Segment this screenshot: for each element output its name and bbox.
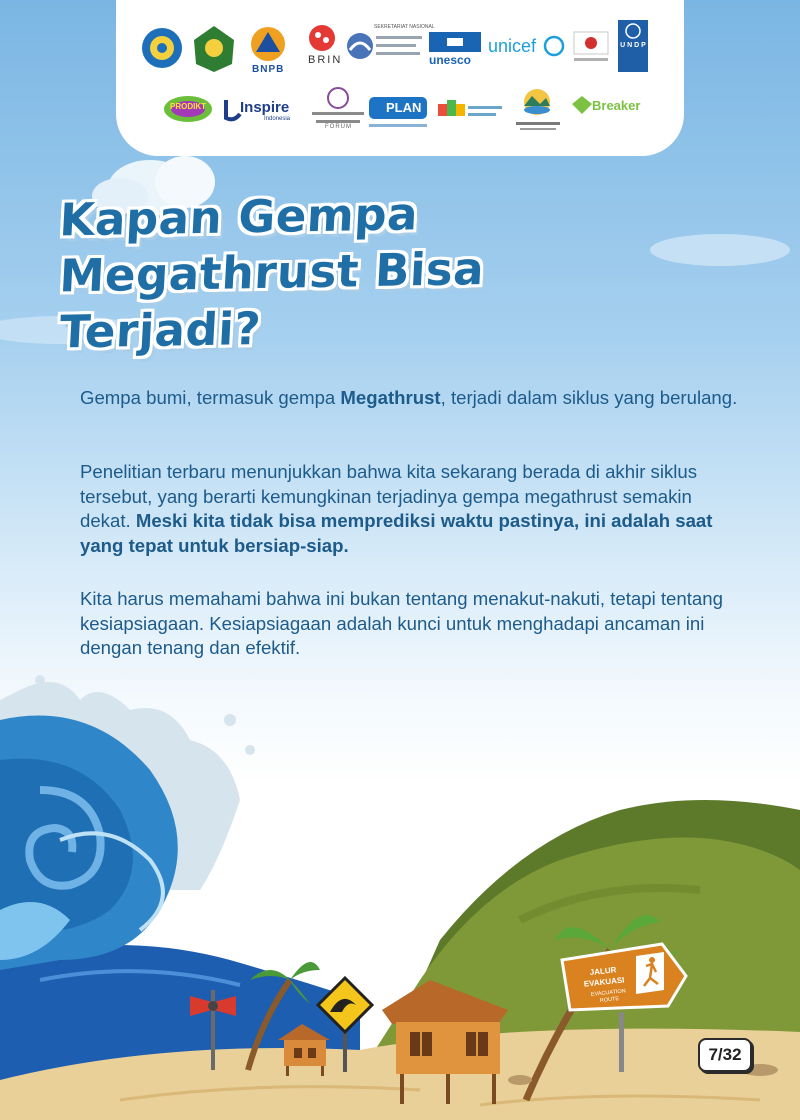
inspire-indonesia-logo	[226, 100, 240, 119]
bnpb-logo-text: BNPB	[252, 64, 285, 75]
title-line-3: Terjadi?	[58, 302, 263, 359]
paragraph-1	[80, 386, 740, 411]
brin-logo	[309, 25, 335, 51]
inspire-logo-subtext: Indonesia	[264, 116, 291, 122]
undp-logo-text: U N D P	[620, 42, 646, 49]
tut-wuri-handayani-logo	[142, 28, 182, 68]
page-number-badge: 7/32	[698, 1038, 752, 1072]
kemenag-logo	[194, 26, 234, 72]
brin-logo-text: BRIN	[308, 54, 343, 66]
prodikt-logo-text: PRODIKT	[170, 102, 206, 111]
paragraph-1-c: , terjadi dalam siklus yang berulang.	[440, 387, 738, 408]
wanita-forum-logo-text: FORUM	[325, 124, 352, 130]
sign-line-4: ROUTE	[599, 996, 620, 1004]
breaker-logo-text: Breaker	[592, 98, 641, 113]
paragraph-1-a: Gempa bumi, termasuk gempa	[80, 387, 341, 408]
partner-logos-header	[116, 0, 684, 156]
inspire-logo-text: Inspire	[240, 99, 290, 116]
sign-line-1: JALUR	[589, 965, 617, 978]
sign-line-3: EVACUATION	[590, 988, 627, 998]
paragraph-2-bold: Meski kita tidak bisa memprediksi waktu pastinya, ini adalah saat yang tepat untuk bersiap-siap.	[80, 510, 713, 556]
paragraph-2	[80, 460, 740, 558]
paragraph-1-bold: Megathrust	[340, 387, 441, 408]
sekretariat-nasional-logo	[347, 33, 422, 59]
unicef-logo-text: unicef	[488, 36, 537, 56]
title-line-2: Megathrust Bisa	[58, 242, 486, 303]
tsunami-illustration	[0, 660, 800, 1120]
plan-logo-text: PLAN	[386, 100, 422, 115]
japan-flag-logo	[574, 32, 608, 61]
paragraph-3-text: Kita harus memahami bahwa ini bukan tentang menakut-nakuti, tetapi tentang kesiapsiagaan. Kesiapsiagaan adalah kunci untuk menghadapi ancaman ini dengan tenang dan efektif.	[80, 588, 723, 658]
unesco-logo	[429, 32, 481, 52]
breaker-logo	[572, 96, 592, 114]
page-title	[58, 187, 580, 359]
unesco-logo-text: unesco	[429, 53, 472, 67]
sign-line-2: EVAKUASI	[583, 975, 625, 989]
bnpb-logo	[251, 27, 285, 61]
wanita-forum-logo	[312, 88, 364, 123]
unicef-logo	[545, 37, 563, 55]
colorful-houses-logo	[438, 100, 502, 116]
paragraph-2-a: Penelitian terbaru menunjukkan bahwa kita sekarang berada di akhir siklus tersebut, yang berarti kemungkinan terjadinya gempa megathrust semakin dekat.	[80, 461, 698, 531]
paragraph-3	[80, 587, 740, 661]
title-line-1: Kapan Gempa	[58, 187, 420, 247]
sekretariat-nasional-logo-text: SEKRETARIAT NASIONAL	[374, 24, 435, 30]
komunitas-logo	[516, 89, 560, 130]
